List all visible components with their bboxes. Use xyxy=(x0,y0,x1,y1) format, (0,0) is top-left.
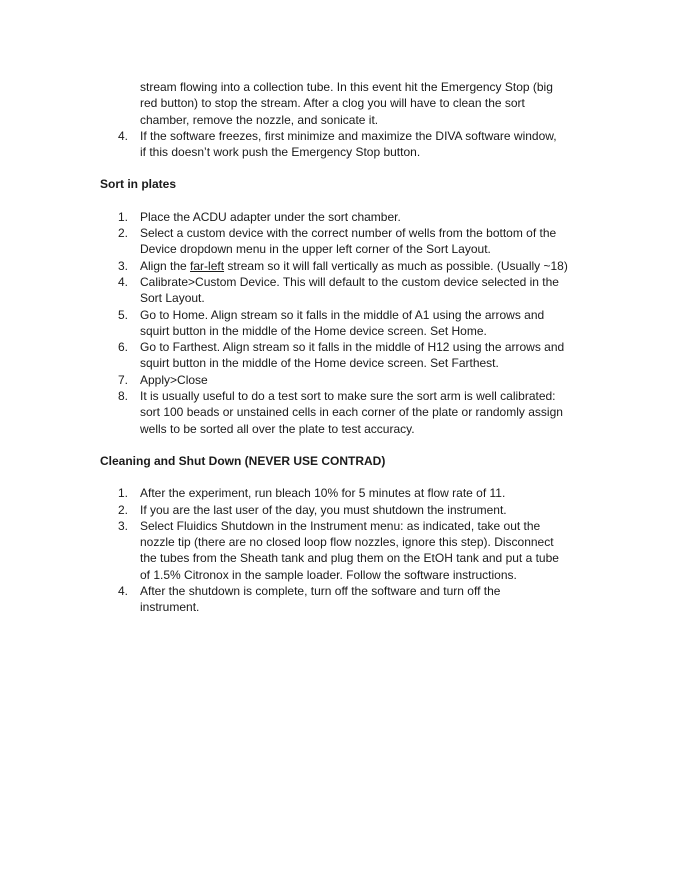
item-number: 5. xyxy=(118,307,129,322)
list-item xyxy=(100,485,590,501)
text-line: wells to be sorted all over the plate to test accuracy. xyxy=(140,421,415,436)
text-fragment: stream so it will fall vertically as much as possible. (Usually ~18) xyxy=(224,258,568,273)
text-line: if this doesn’t work push the Emergency Stop button. xyxy=(140,145,421,160)
list-item xyxy=(100,518,590,583)
text-line: If you are the last user of the day, you must shutdown the instrument. xyxy=(140,502,507,517)
text-line: nozzle tip (there are no closed loop flow nozzles, ignore this step). Disconnect xyxy=(140,535,554,550)
item-number: 2. xyxy=(118,502,129,517)
text-line: Sort Layout. xyxy=(140,291,205,306)
text-line: Go to Farthest. Align stream so it falls in the middle of H12 using the arrows and xyxy=(140,340,565,355)
sort-in-plates-list xyxy=(100,209,590,437)
text-line: It is usually useful to do a test sort to make sure the sort arm is well calibrated: xyxy=(140,389,556,404)
continuation-paragraph xyxy=(140,79,590,128)
text-line: Go to Home. Align stream so it falls in the middle of A1 using the arrows and xyxy=(140,307,545,322)
list-item xyxy=(100,128,590,161)
document-body xyxy=(100,79,590,616)
list-item xyxy=(100,583,590,616)
underlined-term: far-left xyxy=(190,258,225,273)
text-line: Select a custom device with the correct number of wells from the bottom of the xyxy=(140,226,557,241)
item-number: 1. xyxy=(118,486,129,501)
list-item xyxy=(100,307,590,340)
text-line: Calibrate>Custom Device. This will default to the custom device selected in the xyxy=(140,274,559,289)
text-line: After the shutdown is complete, turn off the software and turn off the xyxy=(140,584,501,599)
list-item xyxy=(100,502,590,518)
text-fragment: Align the xyxy=(140,258,191,273)
text-line: sort 100 beads or unstained cells in each corner of the plate or randomly assign xyxy=(140,405,563,420)
list-item xyxy=(100,339,590,372)
text-line: red button) to stop the stream. After a clog you will have to clean the sort xyxy=(140,96,525,111)
item-number: 2. xyxy=(118,226,129,241)
text-line: Place the ACDU adapter under the sort chamber. xyxy=(140,209,401,224)
list-item xyxy=(100,258,590,274)
text-line: instrument. xyxy=(140,600,200,615)
list-item xyxy=(100,225,590,258)
section-heading-cleaning: Cleaning and Shut Down (NEVER USE CONTRAD) xyxy=(100,453,386,468)
text-line: If the software freezes, first minimize and maximize the DIVA software window, xyxy=(140,128,557,143)
item-number: 1. xyxy=(118,209,129,224)
text-line: squirt button in the middle of the Home device screen. Set Farthest. xyxy=(140,356,499,371)
list-item xyxy=(100,274,590,307)
text-line: squirt button in the middle of the Home device screen. Set Home. xyxy=(140,323,487,338)
list-item xyxy=(100,372,590,388)
text-line: chamber, remove the nozzle, and sonicate it. xyxy=(140,112,379,127)
item-number: 3. xyxy=(118,258,129,273)
text-line: of 1.5% Citronox in the sample loader. Follow the software instructions. xyxy=(140,567,517,582)
text-line xyxy=(140,258,590,274)
list-item xyxy=(100,388,590,437)
item-number: 4. xyxy=(118,128,129,143)
text-line: Device dropdown menu in the upper left corner of the Sort Layout. xyxy=(140,242,491,257)
item-number: 4. xyxy=(118,274,129,289)
section-heading-sort-in-plates: Sort in plates xyxy=(100,177,177,192)
item-number: 3. xyxy=(118,518,129,533)
text-line: Apply>Close xyxy=(140,372,208,387)
cleaning-list xyxy=(100,485,590,615)
text-line: Select Fluidics Shutdown in the Instrument menu: as indicated, take out the xyxy=(140,518,541,533)
list-item xyxy=(100,209,590,225)
text-line: stream flowing into a collection tube. In this event hit the Emergency Stop (big xyxy=(140,80,553,94)
item-number: 8. xyxy=(118,389,129,404)
procedure-list-continued xyxy=(100,128,590,161)
item-number: 7. xyxy=(118,372,129,387)
item-number: 6. xyxy=(118,340,129,355)
text-line: the tubes from the Sheath tank and plug them on the EtOH tank and put a tube xyxy=(140,551,559,566)
text-line: After the experiment, run bleach 10% for 5 minutes at flow rate of 11. xyxy=(140,486,506,501)
item-number: 4. xyxy=(118,584,129,599)
